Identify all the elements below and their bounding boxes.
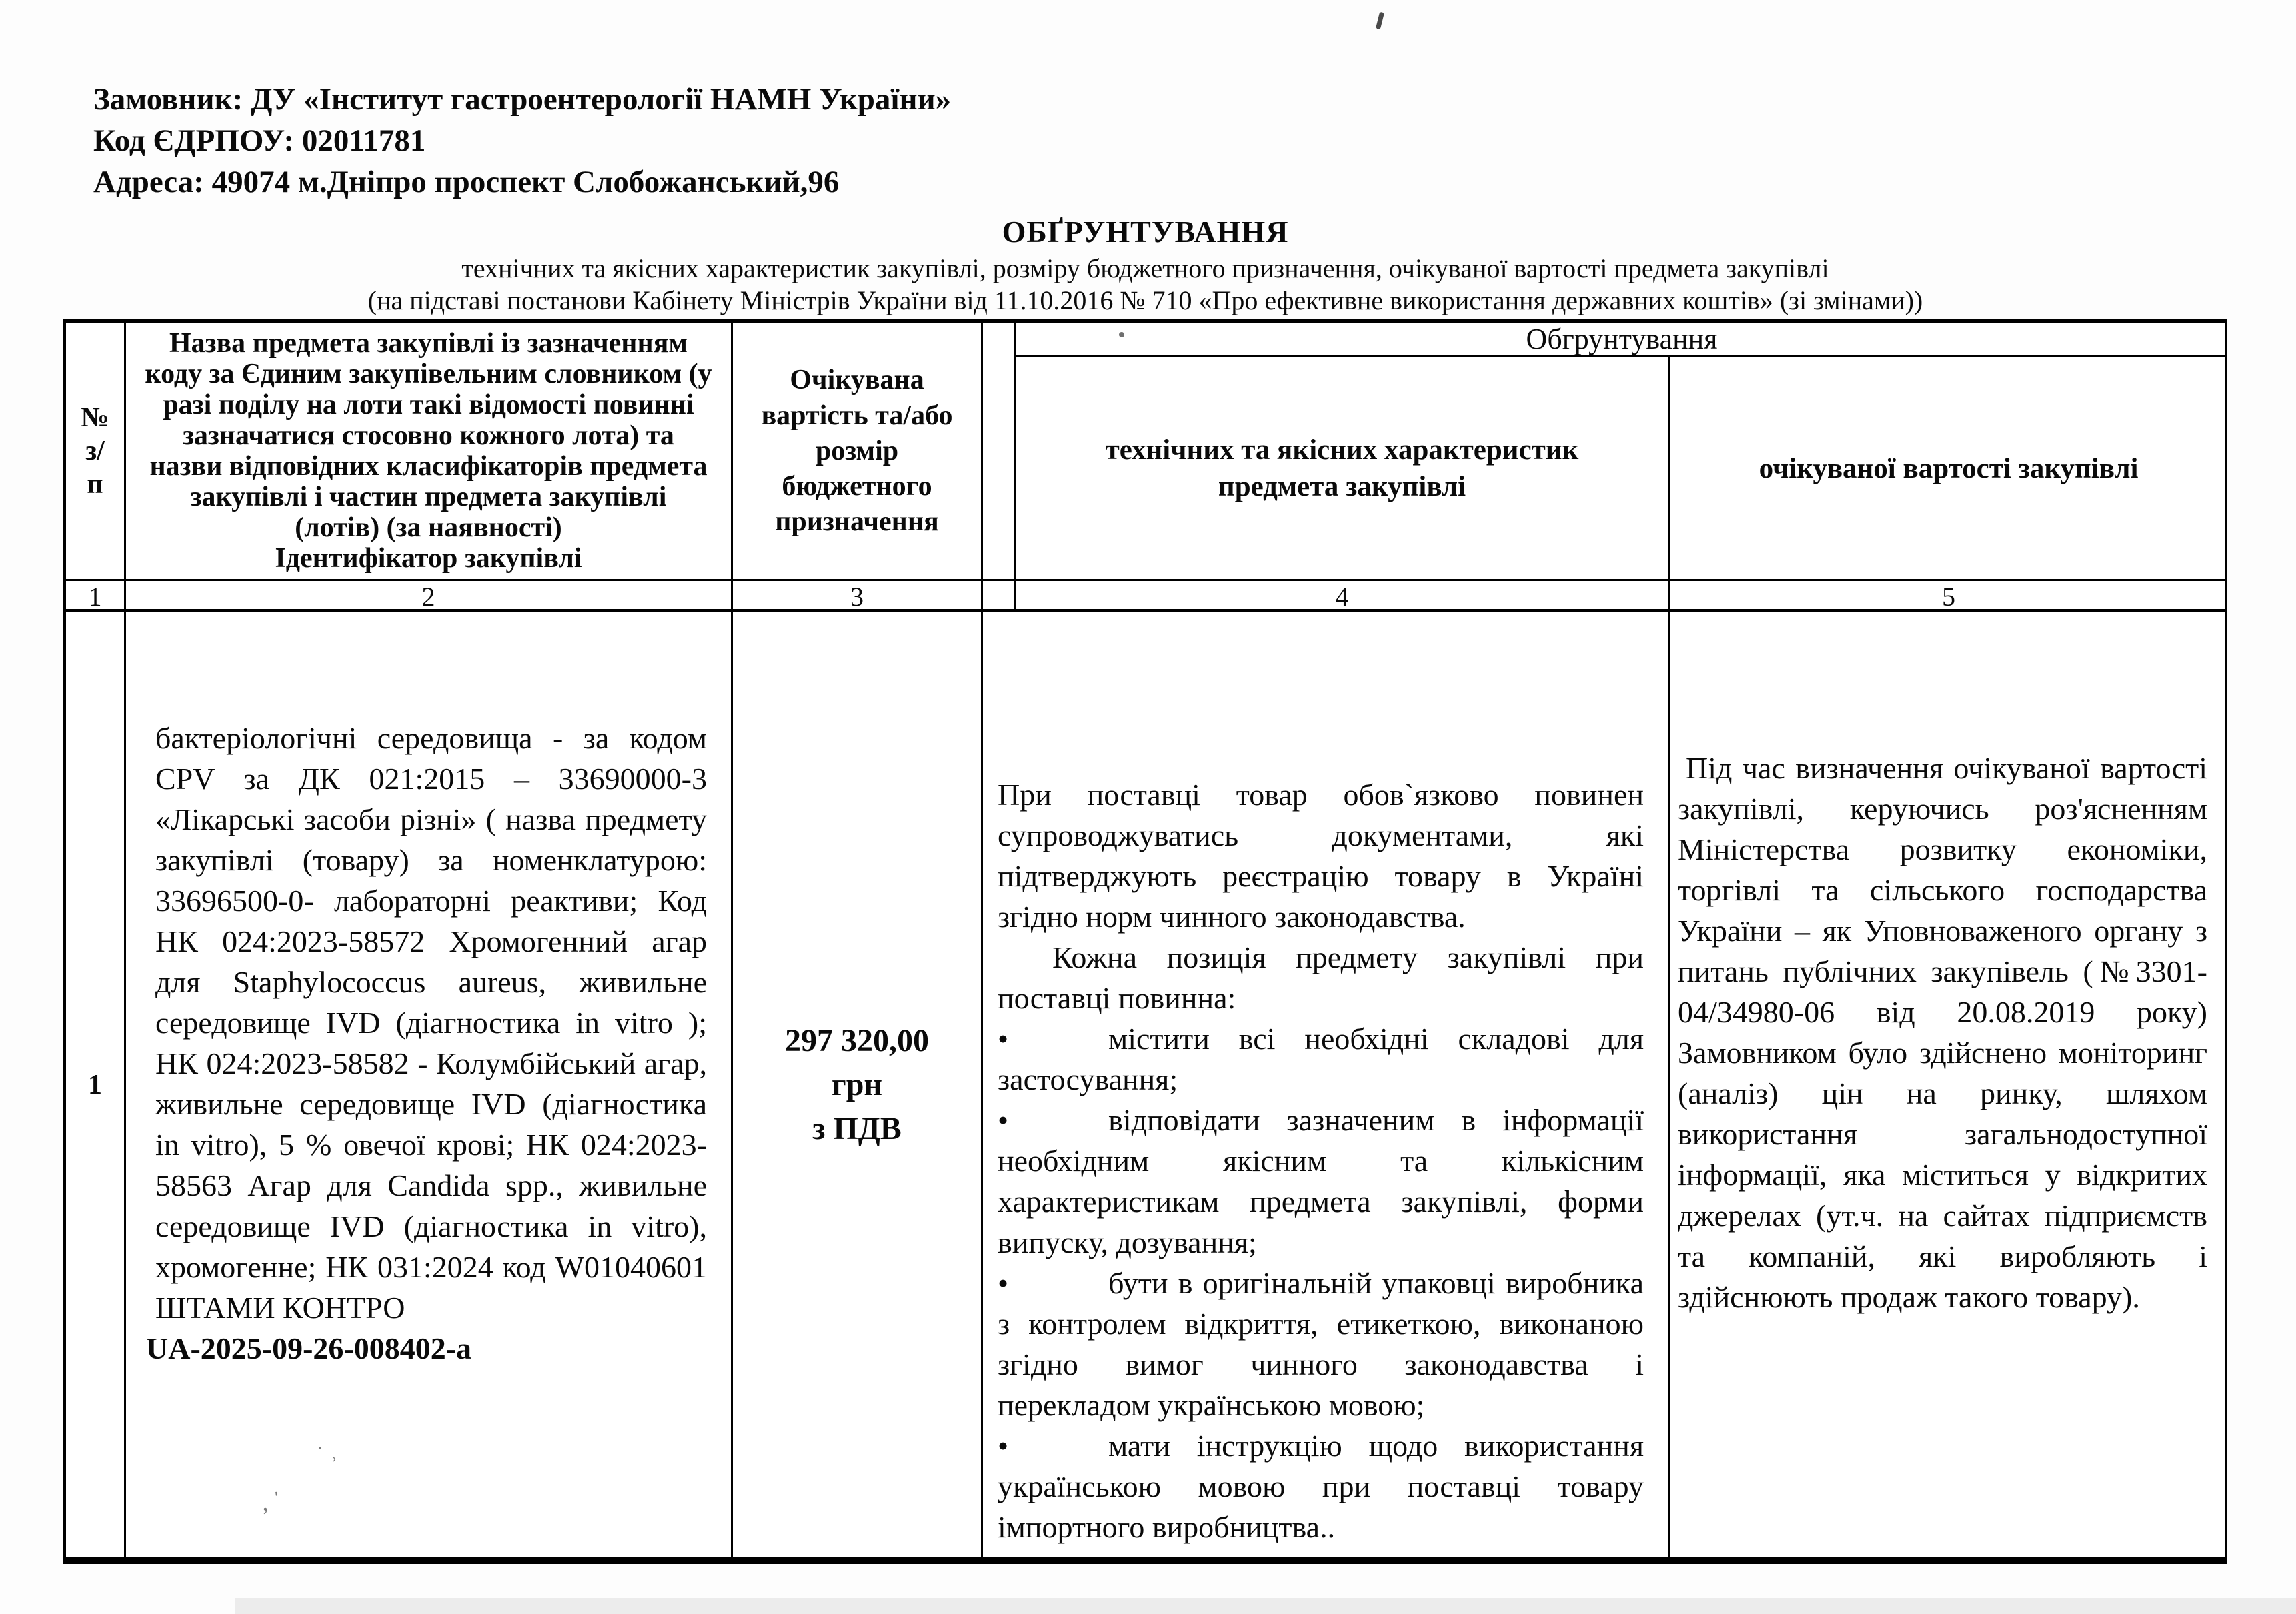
title-block <box>63 215 2227 316</box>
tech-bullet-3-text: бути в оригінальній упаковці виробника з контролем відкриття, етикеткою, виконаною згідно вимог чинного законодавства і перекладом українською мовою; <box>998 1266 1644 1422</box>
tech-bullet-1-text: містити всі необхідні складові для застосування; <box>998 1022 1644 1096</box>
price-currency: грн <box>831 1066 883 1102</box>
cost-justification-text: Під час визначення очікуваної вартості закупівлі, керуючись роз'ясненням Міністерства розвитку економіки, торгівлі та сільського господарства України – як Уповноваженого органу з питань публічних закупівель (№3301-04/34980-06 від 20.08.2019 року) Замовником було здійснено моніторинг (аналіз) цін на ринку, шляхом використання загальнодоступної інформації, яка міститься у відкритих джерелах (ут.ч. на сайтах підприємств та компаній, які виробляють і здійснюють продаж такого товару). <box>1678 751 2207 1314</box>
col-header-tech-characteristics-text: технічних та якісних характеристик предмета закупівлі <box>1105 434 1579 502</box>
col-header-item-name-text: Назва предмета закупівлі із зазначенням коду за Єдиним закупівельним словником (у разі поділу на лоти такі відомості повинні зазначатися стосовно кожного лота) та назви відповідних класифікаторів предмета закупівлі і частин предмета закупівлі (лотів) (за наявності) <box>145 328 712 543</box>
col-header-expected-value-text: Очікувана вартість та/або розмір бюджетного призначення <box>761 364 953 537</box>
col-header-number-line3: п <box>87 469 103 500</box>
bullet-icon: • <box>998 1429 1009 1463</box>
page-subtitle: технічних та якісних характеристик закупівлі, розміру бюджетного призначення, очікуваної вартості предмета закупівлі <box>461 253 1829 283</box>
price-vat-note: з ПДВ <box>812 1110 902 1146</box>
col-header-expected-cost-just <box>1670 357 2227 581</box>
item-description-cell <box>126 612 733 1557</box>
spacer-column <box>983 323 1016 581</box>
bullet-icon: • <box>998 1103 1009 1137</box>
bullet-icon: • <box>998 1022 1009 1056</box>
tech-justification-cell <box>983 612 1670 1557</box>
customer-label: Замовник: <box>93 82 243 117</box>
address-label: Адреса: <box>93 165 204 199</box>
scan-shadow-band <box>235 1598 2296 1614</box>
col-index-3: 3 <box>733 581 983 612</box>
tech-paragraph-1: При поставці товар обов`язково повинен супроводжуватись документами, які підтверджують реєстрацію товару в Україні згідно норм чинного законодавства. <box>998 778 1644 934</box>
tech-bullet-1 <box>998 1018 1644 1100</box>
scan-pen-mark: , ˈ <box>259 1487 283 1516</box>
tech-bullet-4-text: мати інструкцію щодо використання українською мовою при поставці товару імпортного виробництва.. <box>998 1429 1644 1544</box>
col-index-1: 1 <box>66 581 126 612</box>
row-number-cell: 1 <box>66 612 126 1557</box>
customer-value: ДУ «Інститут гастроентерології НАМН України» <box>251 82 952 117</box>
edrpou-value: 02011781 <box>301 123 426 158</box>
col-index-2: 2 <box>126 581 733 612</box>
expected-price-cell <box>733 612 983 1557</box>
page-subtitle-basis: (на підставі постанови Кабінету Міністрів України від 11.10.2016 № 710 «Про ефективне використання державних коштів» (зі змінами)) <box>367 285 1923 315</box>
cost-justification-cell <box>1670 612 2227 1557</box>
bullet-icon: • <box>998 1266 1009 1300</box>
address-line <box>93 161 951 203</box>
col-header-number <box>66 323 126 581</box>
item-description-text: бактеріологічні середовища - за кодом CPV за ДК 021:2015 – 33690000-3 «Лікарські засоби різні» ( назва предмету закупівлі (товару) за номенклатурою: 33696500-0- лабораторні реактиви; Код НК 024:2023-58572 Хромогенний агар для Staphylococcus aureus, живильне середовище IVD (діагностика in vitro ); НК 024:2023-58582 - Колумбійський агар, живильне середовище IVD (діагностика in vitro), 5 % овечої крові; НК 024:2023-58563 Агар для Candida spp., живильне середовище IVD (діагностика in vitro), хромогенне; НК 031:2024 код W01040601 ШТАМИ КОНТРО <box>155 721 707 1325</box>
col-header-procurement-id: Ідентифікатор закупівлі <box>275 543 582 574</box>
tech-bullet-3 <box>998 1263 1644 1425</box>
tech-bullet-2-text: відповідати зазначеним в інформації необхідним якісним та кількісним характеристикам предмета закупівлі, форми випуску, дозування; <box>998 1103 1644 1259</box>
tech-paragraph-2: Кожна позиція предмету закупівлі при поставці повинна: <box>998 940 1644 1015</box>
scan-speck <box>1376 12 1384 30</box>
procurement-id-value: UA-2025-09-26-008402-a <box>146 1331 472 1365</box>
group-header-justification-text: Обгрунтування <box>1526 323 1718 355</box>
col-header-expected-cost-just-text: очікуваної вартості закупівлі <box>1759 452 2139 484</box>
customer-line <box>93 79 951 120</box>
group-header-justification <box>1016 323 2227 357</box>
address-value: 49074 м.Дніпро проспект Слобожанський,96 <box>211 165 840 199</box>
document-header <box>93 79 951 203</box>
col-header-tech-characteristics <box>1016 357 1670 581</box>
price-amount: 297 320,00 <box>785 1022 929 1058</box>
tech-bullet-2 <box>998 1100 1644 1263</box>
edrpou-line <box>93 120 951 161</box>
col-header-expected-value <box>733 323 983 581</box>
page-title: ОБҐРУНТУВАННЯ <box>1002 215 1289 249</box>
scan-pen-mark: ˙ ˒ <box>316 1441 338 1468</box>
edrpou-label: Код ЄДРПОУ: <box>93 123 295 158</box>
col-index-5: 5 <box>1670 581 2227 612</box>
col-header-number-line1: № <box>81 402 109 433</box>
tech-bullet-4 <box>998 1425 1644 1547</box>
col-header-item-name <box>126 323 733 581</box>
col-index-spacer <box>983 581 1016 612</box>
col-index-4: 4 <box>1016 581 1670 612</box>
scan-speck <box>1119 332 1124 337</box>
col-header-number-line2: з/ <box>85 436 105 466</box>
justification-table <box>63 319 2227 1564</box>
